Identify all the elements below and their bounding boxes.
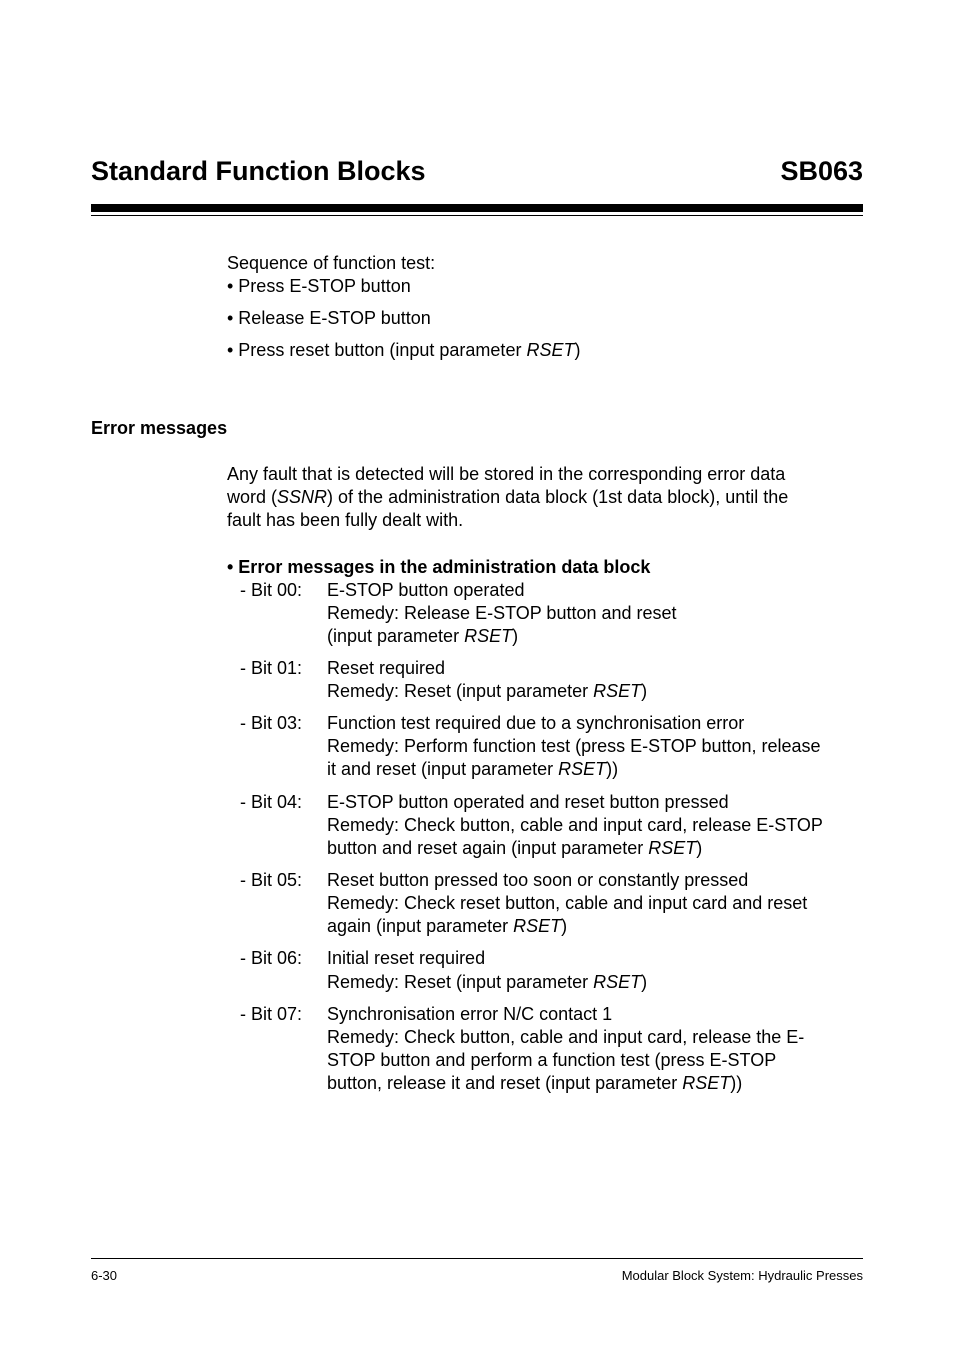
- bit-description: Function test required due to a synchronisation error: [327, 713, 745, 733]
- bit-remedy: STOP button and perform a function test (press E-STOP: [327, 1050, 777, 1070]
- bit-label: - Bit 01:: [240, 658, 303, 678]
- sequence-item: • Press reset button (input parameter RSET): [227, 340, 581, 360]
- paragraph-line: word (SSNR) of the administration data block (1st data block), until the: [227, 487, 789, 507]
- section-heading: Error messages: [91, 418, 228, 438]
- bit-remedy: Remedy: Check button, cable and input card, release the E-: [327, 1027, 805, 1047]
- bit-remedy: Remedy: Check button, cable and input card, release E-STOP: [327, 815, 823, 835]
- bit-label: - Bit 04:: [240, 792, 303, 812]
- bit-description: Initial reset required: [327, 948, 486, 968]
- page-number: 6-30: [91, 1268, 118, 1283]
- header-rule-thick: [91, 204, 863, 212]
- bit-remedy: Remedy: Perform function test (press E-STOP button, release: [327, 736, 821, 756]
- bit-remedy: Remedy: Check reset button, cable and input card and reset: [327, 893, 808, 913]
- bit-label: - Bit 05:: [240, 870, 303, 890]
- header-rule-thin: [91, 215, 863, 216]
- page-title: Standard Function Blocks: [91, 156, 426, 186]
- bit-remedy: again (input parameter RSET): [327, 916, 568, 936]
- bit-label: - Bit 00:: [240, 580, 303, 600]
- bit-label: - Bit 06:: [240, 948, 303, 968]
- bit-label: - Bit 07:: [240, 1004, 303, 1024]
- bit-remedy: (input parameter RSET): [327, 626, 519, 646]
- bit-remedy: Remedy: Reset (input parameter RSET): [327, 972, 648, 992]
- sequence-item: • Release E-STOP button: [227, 308, 431, 328]
- sequence-item: • Press E-STOP button: [227, 276, 411, 296]
- bit-description: E-STOP button operated: [327, 580, 525, 600]
- block-code: SB063: [780, 156, 863, 186]
- paragraph-line: fault has been fully dealt with.: [227, 510, 464, 530]
- bit-label: - Bit 03:: [240, 713, 303, 733]
- bit-remedy: button, release it and reset (input parameter RSET)): [327, 1073, 743, 1093]
- bit-description: E-STOP button operated and reset button pressed: [327, 792, 729, 812]
- bit-remedy: it and reset (input parameter RSET)): [327, 759, 619, 779]
- list-heading: • Error messages in the administration data block: [227, 557, 651, 577]
- bit-description: Reset button pressed too soon or constantly pressed: [327, 870, 749, 890]
- bit-remedy: Remedy: Reset (input parameter RSET): [327, 681, 648, 701]
- bit-description: Reset required: [327, 658, 446, 678]
- bit-description: Synchronisation error N/C contact 1: [327, 1004, 613, 1024]
- document-title: Modular Block System: Hydraulic Presses: [621, 1268, 863, 1283]
- footer-rule: [91, 1258, 863, 1259]
- bit-remedy: button and reset again (input parameter RSET): [327, 838, 703, 858]
- sequence-intro: Sequence of function test:: [227, 253, 436, 273]
- paragraph-line: Any fault that is detected will be stored in the corresponding error data: [227, 464, 786, 484]
- bit-remedy: Remedy: Release E-STOP button and reset: [327, 603, 677, 623]
